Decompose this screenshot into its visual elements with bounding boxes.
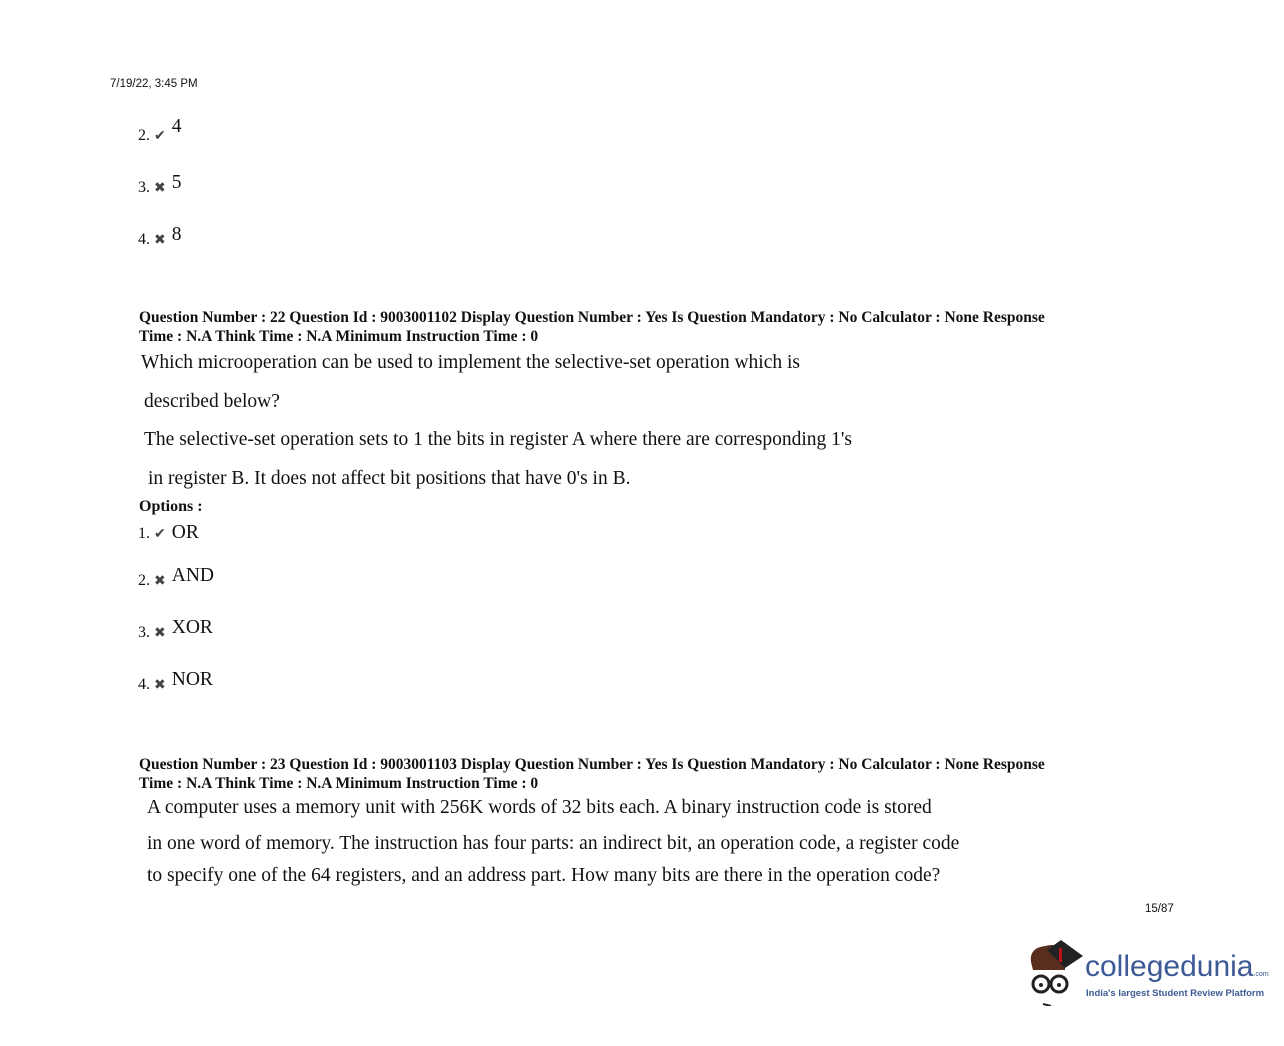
option-number: 4. (138, 231, 150, 248)
logo-suffix: .com (1253, 971, 1269, 978)
question-text: to specify one of the 64 registers, and an address part. How many bits are there in the operation code? (147, 865, 941, 886)
option-text: 5 (171, 172, 182, 193)
question-text: The selective-set operation sets to 1 the bits in register A where there are corresponding 1's (144, 429, 852, 450)
option-text: NOR (171, 669, 213, 690)
option-text: 8 (171, 224, 182, 245)
option-number: 4. (138, 676, 150, 693)
option-2 (138, 565, 214, 591)
prev-option-3 (138, 172, 182, 198)
prev-option-4 (138, 224, 182, 250)
logo-name: collegedunia (1085, 950, 1254, 983)
question-text: described below? (144, 391, 280, 412)
option-text: 4 (171, 116, 182, 137)
question-text: in one word of memory. The instruction has four parts: an indirect bit, an operation code, a register code (147, 833, 960, 854)
cross-icon: ✖ (154, 626, 166, 641)
cross-icon: ✖ (154, 181, 166, 196)
check-icon: ✔ (154, 129, 166, 144)
print-timestamp: 7/19/22, 3:45 PM (110, 78, 198, 90)
option-4 (138, 669, 213, 695)
option-text: OR (171, 522, 199, 543)
option-number: 3. (138, 179, 150, 196)
meta-line: Time : N.A Think Time : N.A Minimum Instruction Time : 0 (139, 328, 539, 345)
meta-line: Time : N.A Think Time : N.A Minimum Instruction Time : 0 (139, 775, 539, 792)
option-1 (138, 522, 199, 544)
cross-icon: ✖ (154, 233, 166, 248)
option-3 (138, 617, 213, 643)
prev-option-2 (138, 116, 182, 146)
option-number: 2. (138, 127, 150, 144)
logo-tagline: India's largest Student Review Platform (1086, 988, 1265, 999)
option-number: 1. (138, 525, 150, 542)
check-icon: ✔ (154, 527, 166, 542)
question-22-meta (139, 308, 1139, 346)
mascot-icon (1025, 940, 1087, 1006)
page-number: 15/87 (1145, 903, 1174, 915)
options-label: Options : (139, 498, 203, 515)
question-text: Which microoperation can be used to implement the selective-set operation which is (141, 352, 800, 373)
option-text: AND (171, 565, 214, 586)
cross-icon: ✖ (154, 574, 166, 589)
option-number: 3. (138, 624, 150, 641)
question-text: in register B. It does not affect bit positions that have 0's in B. (148, 468, 631, 489)
cross-icon: ✖ (154, 678, 166, 693)
option-text: XOR (171, 617, 213, 638)
collegedunia-logo (1025, 940, 1269, 1010)
question-23-meta (139, 755, 1139, 793)
option-number: 2. (138, 572, 150, 589)
meta-line: Question Number : 23 Question Id : 9003001103 Display Question Number : Yes Is Question Mandatory : No Calculator : None Response (139, 756, 1045, 773)
question-text: A computer uses a memory unit with 256K words of 32 bits each. A binary instruction code is stored (147, 797, 932, 818)
meta-line: Question Number : 22 Question Id : 9003001102 Display Question Number : Yes Is Question Mandatory : No Calculator : None Response (139, 309, 1045, 326)
